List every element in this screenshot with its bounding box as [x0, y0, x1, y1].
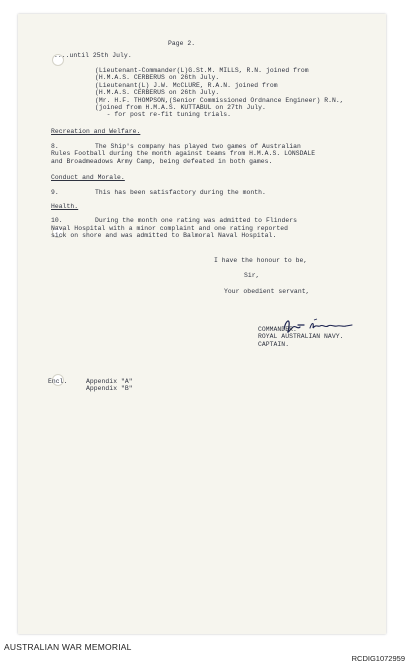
personnel-line: (H.M.A.S. CERBERUS on 26th July. [95, 89, 220, 96]
institution-credit: AUSTRALIAN WAR MEMORIAL [4, 642, 132, 652]
personnel-line: (joined from H.M.A.S. KUTTABUL on 27th July. [95, 104, 266, 111]
recreation-line: The Ship's company has played two games of Australian [95, 143, 301, 150]
health-heading: Health. [51, 203, 79, 210]
health-line: During the month one rating was admitted to Flinders [95, 217, 298, 224]
conduct-heading: Conduct and Morale. [51, 174, 125, 181]
enclosure-label: Encl. [48, 378, 68, 385]
personnel-line: (H.M.A.S. CERBERUS on 26th July. [95, 74, 220, 81]
recreation-line: Rules Football during the month against teams from H.M.A.S. LONSDALE [51, 150, 316, 157]
document-page [18, 14, 386, 634]
health-line: Naval Hospital with a minor complaint and one rating reported [51, 225, 288, 232]
closing-honour: I have the honour to be, [214, 257, 308, 264]
personnel-line: - for post re-fit tuning trials. [95, 111, 231, 118]
signature-rank: CAPTAIN. [258, 341, 290, 348]
signature-title: COMMANDER. [258, 326, 297, 333]
reference-id: RCDIG1072959 [351, 654, 405, 663]
personnel-line: (Lieutenant-Commander(L)G.St.M. MILLS, R.N. joined from [95, 67, 309, 74]
personnel-line: (Lieutenant(L) J.W. McCLURE, R.A.N. joined from [95, 82, 278, 89]
paragraph-number: 9. [51, 189, 59, 196]
closing-sir: Sir, [244, 272, 260, 279]
recreation-line: and Broadmeadows Army Camp, being defeated in both games. [51, 158, 273, 165]
recreation-heading: Recreation and Welfare. [51, 128, 141, 135]
paragraph-number: 10. [51, 217, 63, 224]
health-line: sick on shore and was admitted to Balmoral Naval Hospital. [51, 232, 277, 239]
personnel-lead: ....until 25th July. [54, 52, 132, 59]
paragraph-number: 8. [51, 143, 59, 150]
page-number: Page 2. [168, 40, 196, 47]
enclosure-item: Appendix "A" [86, 378, 133, 385]
enclosure-item: Appendix "B" [86, 385, 133, 392]
closing-servant: Your obedient servant, [224, 288, 310, 295]
personnel-line: (Mr. H.F. THOMPSON,(Senior Commissioned Ordnance Engineer) R.N., [95, 97, 344, 104]
signature-service: ROYAL AUSTRALIAN NAVY. [258, 333, 344, 340]
conduct-text: This has been satisfactory during the month. [95, 189, 266, 196]
